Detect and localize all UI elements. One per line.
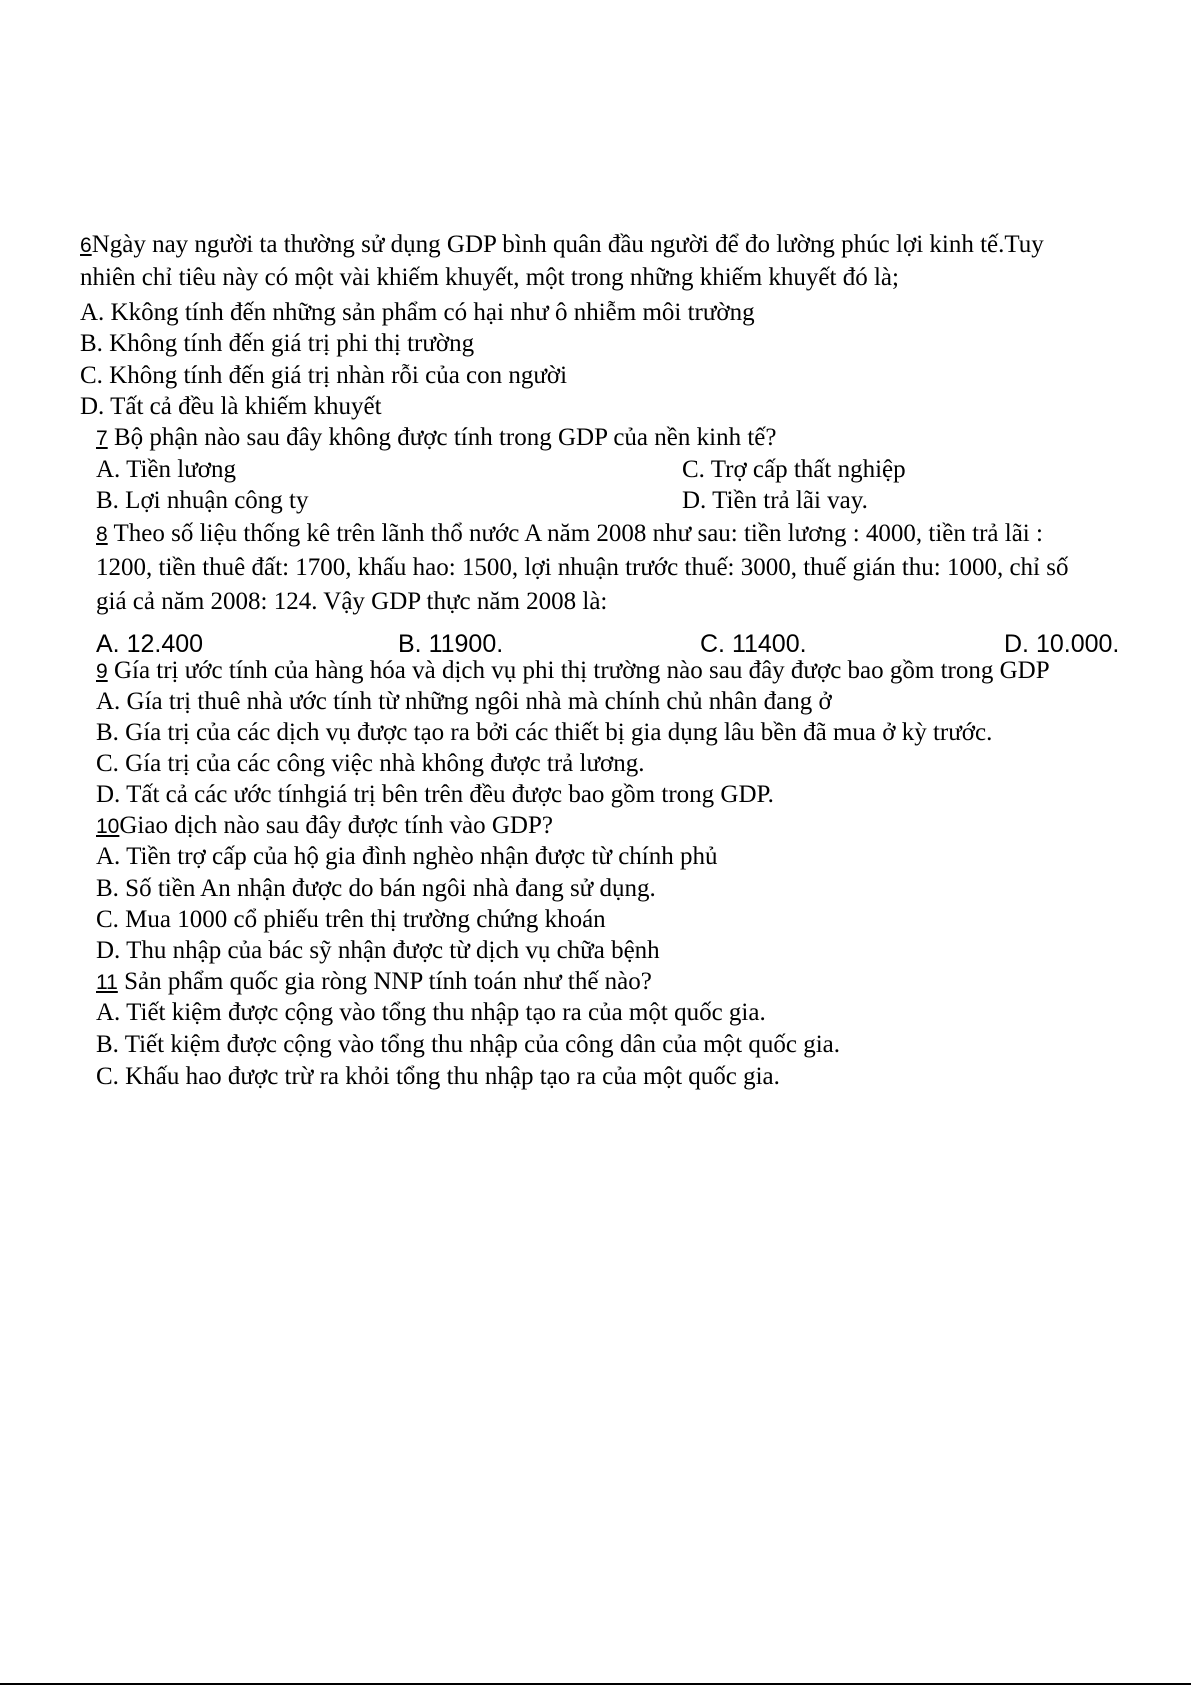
q7-option-c: C. Trợ cấp thất nghiệp xyxy=(682,456,906,483)
q6-number: 6 xyxy=(80,234,92,257)
q9-stem xyxy=(96,656,1050,687)
q7-number: 7 xyxy=(96,427,108,450)
q7-stem xyxy=(96,423,776,454)
q7-option-d: D. Tiền trả lãi vay. xyxy=(682,487,868,514)
q6-option-d: D. Tất cả đều là khiếm khuyết xyxy=(80,393,382,420)
q8-option-b: B. 11900. xyxy=(398,630,504,658)
q11-option-a: A. Tiết kiệm được cộng vào tổng thu nhập tạo ra của một quốc gia. xyxy=(96,999,766,1026)
q8-option-a: A. 12.400 xyxy=(96,630,204,658)
q6-option-a: A. Kkông tính đến những sản phẩm có hại như ô nhiễm môi trường xyxy=(80,299,755,326)
q9-number: 9 xyxy=(96,660,108,683)
q8-stem-text1: Theo số liệu thống kê trên lãnh thổ nước A năm 2008 như sau: tiền lương : 4000, tiền trả lãi : xyxy=(107,520,1043,547)
q11-number: 11 xyxy=(96,971,118,994)
q10-number: 10 xyxy=(96,815,120,838)
q7-option-b: B. Lợi nhuận công ty xyxy=(96,487,309,514)
q6-stem-line2: nhiên chỉ tiêu này có một vài khiếm khuyết, một trong những khiếm khuyết đó là; xyxy=(80,264,899,291)
q6-stem-line1 xyxy=(80,230,1044,261)
q8-stem-line1 xyxy=(96,519,1043,550)
q8-stem-line2: 1200, tiền thuê đất: 1700, khấu hao: 1500, lợi nhuận trước thuế: 3000, thuế gián thu: 1000, chỉ số xyxy=(96,554,1069,581)
q10-option-c: C. Mua 1000 cổ phiếu trên thị trường chứng khoán xyxy=(96,906,606,933)
q6-option-b: B. Không tính đến giá trị phi thị trường xyxy=(80,330,475,357)
q8-option-c: C. 11400. xyxy=(700,630,807,658)
q9-option-d: D. Tất cả các ước tínhgiá trị bên trên đều được bao gồm trong GDP. xyxy=(96,781,774,808)
q6-option-c: C. Không tính đến giá trị nhàn rỗi của con người xyxy=(80,362,568,389)
q10-option-b: B. Số tiền An nhận được do bán ngôi nhà đang sử dụng. xyxy=(96,875,656,902)
q8-option-d: D. 10.000. xyxy=(1004,630,1120,658)
q11-stem-text: Sản phẩm quốc gia ròng NNP tính toán như thế nào? xyxy=(117,968,652,995)
q11-option-c: C. Khấu hao được trừ ra khỏi tổng thu nhập tạo ra của một quốc gia. xyxy=(96,1063,780,1090)
q7-stem-text: Bộ phận nào sau đây không được tính trong GDP của nền kinh tế? xyxy=(107,424,777,451)
q10-option-d: D. Thu nhập của bác sỹ nhận được từ dịch vụ chữa bệnh xyxy=(96,937,660,964)
q7-option-a: A. Tiền lương xyxy=(96,456,237,483)
q9-option-c: C. Gía trị của các công việc nhà không được trả lương. xyxy=(96,750,645,777)
q11-option-b: B. Tiết kiệm được cộng vào tổng thu nhập của công dân của một quốc gia. xyxy=(96,1031,840,1058)
q8-stem-line3: giá cả năm 2008: 124. Vậy GDP thực năm 2008 là: xyxy=(96,588,608,615)
q10-option-a: A. Tiền trợ cấp của hộ gia đình nghèo nhận được từ chính phủ xyxy=(96,843,718,870)
q9-stem-text: Gía trị ước tính của hàng hóa và dịch vụ phi thị trường nào sau đây được bao gồm trong GDP xyxy=(107,657,1050,684)
q10-stem xyxy=(96,811,553,842)
q6-stem-text1: Ngày nay người ta thường sử dụng GDP bình quân đầu người để đo lường phúc lợi kinh tế.Tuy xyxy=(91,231,1044,258)
q9-option-a: A. Gía trị thuê nhà ước tính từ những ngôi nhà mà chính chủ nhân đang ở xyxy=(96,688,832,715)
q10-stem-text: Giao dịch nào sau đây được tính vào GDP? xyxy=(119,812,553,839)
q9-option-b: B. Gía trị của các dịch vụ được tạo ra bởi các thiết bị gia dụng lâu bền đã mua ở kỳ trước. xyxy=(96,719,993,746)
q11-stem xyxy=(96,967,652,998)
q8-number: 8 xyxy=(96,523,108,546)
